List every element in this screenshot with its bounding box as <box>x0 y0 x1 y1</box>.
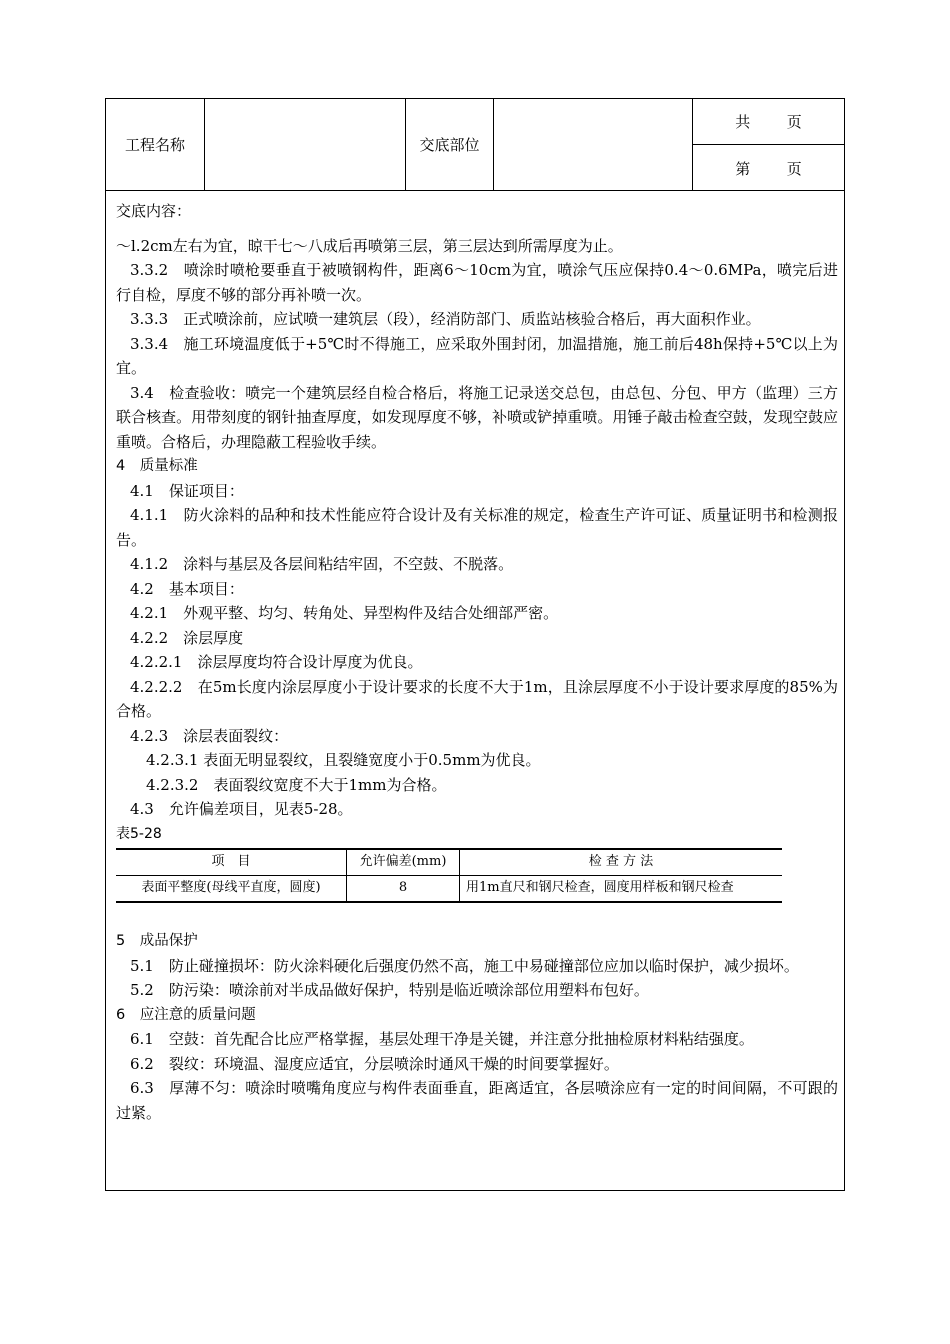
location-value[interactable] <box>494 99 693 190</box>
paragraph: 5.2 防污染：喷涂前对半成品做好保护，特别是临近喷涂部位用塑料布包好。 <box>130 981 649 999</box>
intro-label: 交底内容： <box>116 202 192 220</box>
paragraph: 4.3 允许偏差项目，见表5-28。 <box>130 800 353 818</box>
location-label: 交底部位 <box>406 99 494 190</box>
table-header: 项 目 <box>116 849 347 876</box>
section-heading: 6 应注意的质量问题 <box>116 1006 256 1023</box>
paragraph: ～l.2cm左右为宜，晾干七～八成后再喷第三层，第三层达到所需厚度为止。 <box>116 236 623 255</box>
tolerance-table <box>116 848 782 903</box>
page-number <box>693 145 844 191</box>
table-header-row <box>116 849 782 876</box>
paragraph: 4.2.2.2 在5m长度内涂层厚度小于设计要求的长度不大于1m，且涂层厚度不小于设计要求厚度的85%为合格。 <box>116 677 838 720</box>
paragraph: 6.2 裂纹：环境温、湿度应适宜，分层喷涂时通风干燥的时间要掌握好。 <box>130 1054 619 1073</box>
paragraph: 4.1.1 防火涂料的品种和技术性能应符合设计及有关标准的规定，检查生产许可证、质量证明书和检测报告。 <box>116 506 838 549</box>
project-name-label: 工程名称 <box>106 99 205 190</box>
paragraph: 4.2.3 涂层表面裂纹： <box>130 726 289 745</box>
form-header <box>106 99 844 191</box>
total-pages <box>693 99 844 145</box>
paragraph: 3.3.4 施工环境温度低于+5℃时不得施工，应采取外围封闭，加温措施，施工前后48h保持+5℃以上为宜。 <box>116 334 838 377</box>
paragraph: 5.1 防止碰撞损坏：防火涂料硬化后强度仍然不高，施工中易碰撞部位应加以临时保护，减少损坏。 <box>130 956 799 975</box>
table-cell: 表面平整度(母线平直度，圆度) <box>116 876 347 903</box>
table-cell: 8 <box>347 876 460 903</box>
paragraph: 6.3 厚薄不匀：喷涂时喷嘴角度应与构件表面垂直，距离适宜，各层喷涂应有一定的时间间隔，不可跟的过紧。 <box>116 1079 838 1122</box>
page-label: 第 <box>735 159 751 178</box>
paragraph: 3.4 检查验收：喷完一个建筑层经自检合格后，将施工记录送交总包，由总包、分包、甲方（监理）三方联合核查。用带刻度的钢针抽查厚度，如发现厚度不够，补喷或铲掉重喷。用锤子敲击检查空鼓，发现空鼓应重喷。合格后，办理隐蔽工程验收手续。 <box>116 383 838 451</box>
total-label: 共 <box>735 113 751 131</box>
table-caption: 表5-28 <box>116 825 162 842</box>
table-header: 检 查 方 法 <box>460 849 783 876</box>
disclosure-form <box>105 98 845 1191</box>
paragraph: 4.1 保证项目： <box>130 481 244 500</box>
section-heading: 5 成品保护 <box>116 933 198 949</box>
paragraph: 6.1 空鼓：首先配合比应严格掌握，基层处理干净是关键，并注意分批抽检原材料粘结强度。 <box>130 1030 754 1048</box>
section-heading: 4 质量标准 <box>116 458 198 474</box>
page-unit: 页 <box>786 159 802 178</box>
project-name-value[interactable] <box>205 99 406 190</box>
paragraph: 4.2.3.1 表面无明显裂纹，且裂缝宽度小于0.5mm为优良。 <box>146 751 541 769</box>
paragraph: 3.3.2 喷涂时喷枪要垂直于被喷钢构件，距离6～10cm为宜，喷涂气压应保持0.4～0.6MPa，喷完后进行自检，厚度不够的部分再补喷一次。 <box>116 261 838 304</box>
paragraph: 4.2.2 涂层厚度 <box>130 628 244 647</box>
total-unit: 页 <box>786 113 802 131</box>
paragraph: 4.2.3.2 表面裂纹宽度不大于1mm为合格。 <box>146 775 447 794</box>
table-row <box>116 876 782 903</box>
table-header: 允许偏差(mm) <box>347 849 460 876</box>
paragraph: 4.2.1 外观平整、均匀、转角处、异型构件及结合处细部严密。 <box>130 604 559 622</box>
disclosure-content <box>116 199 838 1125</box>
paragraph: 4.2.2.1 涂层厚度均符合设计厚度为优良。 <box>130 653 423 671</box>
paragraph: 4.1.2 涂料与基层及各层间粘结牢固，不空鼓、不脱落。 <box>130 555 514 573</box>
table-cell: 用1m直尺和钢尺检查，圆度用样板和钢尺检查 <box>460 876 783 903</box>
paragraph: 3.3.3 正式喷涂前，应试喷一建筑层（段），经消防部门、质监站核验合格后，再大面积作业。 <box>130 310 761 328</box>
paragraph: 4.2 基本项目： <box>130 579 244 598</box>
